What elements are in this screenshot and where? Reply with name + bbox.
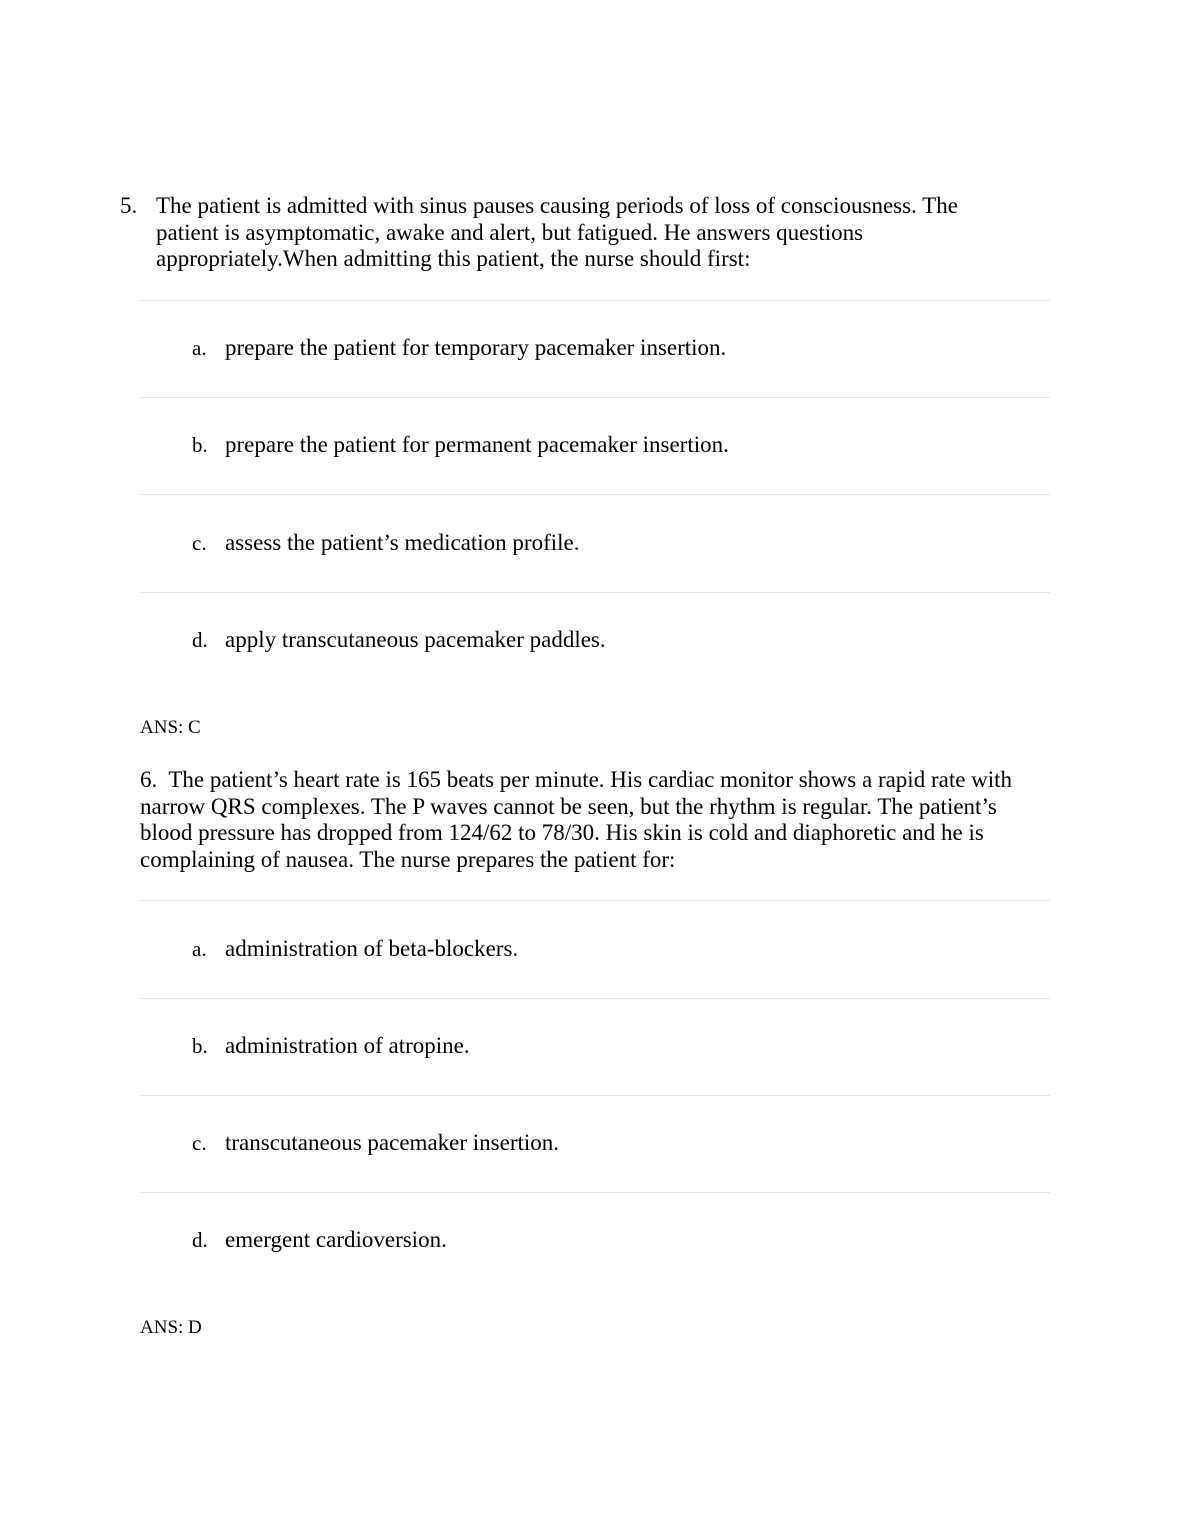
option-letter: c. xyxy=(192,1131,207,1155)
question-6-option-a xyxy=(192,936,518,962)
question-5-option-d xyxy=(192,627,606,653)
divider xyxy=(140,1192,1050,1193)
option-text: prepare the patient for temporary pacemaker insertion. xyxy=(225,335,727,360)
question-5-stem xyxy=(120,193,1020,273)
option-text: assess the patient’s medication profile. xyxy=(225,530,580,555)
option-letter: c. xyxy=(192,531,207,555)
option-letter: b. xyxy=(192,433,208,457)
divider xyxy=(140,397,1050,398)
question-5-number: 5. xyxy=(120,193,138,218)
divider xyxy=(140,998,1050,999)
divider xyxy=(140,592,1050,593)
divider xyxy=(140,900,1050,901)
divider xyxy=(140,300,1050,301)
question-5-option-a xyxy=(192,335,726,361)
option-letter: d. xyxy=(192,628,208,652)
option-text: apply transcutaneous pacemaker paddles. xyxy=(225,627,606,652)
divider xyxy=(140,1095,1050,1096)
question-5-text: The patient is admitted with sinus pauses causing periods of loss of consciousness. The patient is asymptomatic, awake and alert, but fatigued. He answers questions appropriately.When admitting this patient, the nurse should first: xyxy=(156,193,958,271)
option-text: prepare the patient for permanent pacemaker insertion. xyxy=(225,432,729,457)
divider xyxy=(140,494,1050,495)
question-6-option-c xyxy=(192,1130,559,1156)
question-6-number: 6. xyxy=(140,767,158,792)
question-6-stem xyxy=(140,767,1040,873)
question-5-option-b xyxy=(192,432,729,458)
question-6-option-d xyxy=(192,1227,447,1253)
question-5-answer: ANS: C xyxy=(140,717,201,738)
question-6-text: The patient’s heart rate is 165 beats per minute. His cardiac monitor shows a rapid rate with narrow QRS complexes. The P waves cannot be seen, but the rhythm is regular. The patient’s blood pressure has dropped from 124/62 to 78/30. His skin is cold and diaphoretic and he is complaining of nausea. The nurse prepares the patient for: xyxy=(140,767,1013,872)
question-6-option-b xyxy=(192,1033,470,1059)
option-text: transcutaneous pacemaker insertion. xyxy=(225,1130,560,1155)
option-letter: a. xyxy=(192,937,207,961)
option-letter: d. xyxy=(192,1228,208,1252)
option-text: administration of beta-blockers. xyxy=(225,936,519,961)
option-text: emergent cardioversion. xyxy=(225,1227,447,1252)
question-6-answer: ANS: D xyxy=(140,1317,202,1338)
option-letter: a. xyxy=(192,336,207,360)
option-text: administration of atropine. xyxy=(225,1033,470,1058)
question-5-option-c xyxy=(192,530,580,556)
option-letter: b. xyxy=(192,1034,208,1058)
